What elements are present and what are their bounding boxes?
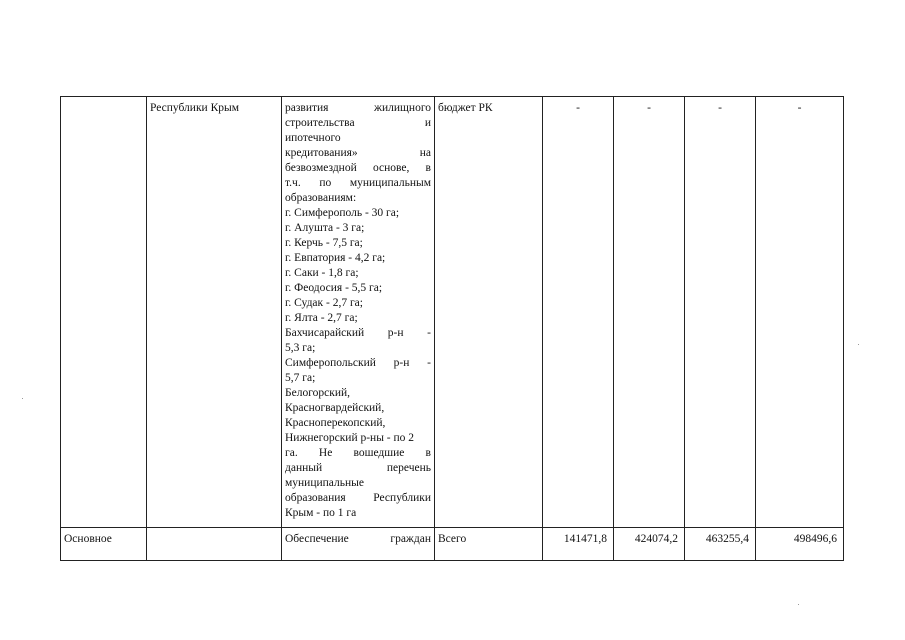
description-line: Красногвардейский, [285,402,385,414]
table-row [61,97,844,528]
description-line: образованиям: [285,192,357,204]
description-line: г. Саки - 1,8 га; [285,267,359,279]
value-cell: - [543,97,614,528]
description-line: г. Феодосия - 5,5 га; [285,282,383,294]
description-line: Нижнегорский р-ны - по 2 [285,432,415,444]
description-line: Симферопольский р-н - [285,357,431,369]
budget-table [60,96,844,561]
description-line: образования Республики [285,492,431,504]
measure-type-cell: Основное [61,528,147,561]
description-line: данный перечень [285,462,431,474]
value-cell: 463255,4 [685,528,756,561]
description-line: г. Симферополь - 30 га; [285,207,400,219]
description-line: г. Судак - 2,7 га; [285,297,363,309]
description-line: безвозмездной основе, в [285,162,431,174]
description-cell [282,528,435,561]
description-line: т.ч. по муниципальным [285,177,431,189]
value-cell: - [685,97,756,528]
table-cell-empty [147,528,282,561]
value-cell: 141471,8 [543,528,614,561]
value-cell: 424074,2 [614,528,685,561]
value-cell: - [614,97,685,528]
table-row [61,528,844,561]
description-line: Крым - по 1 га [285,507,357,519]
funding-source-cell: Всего [435,528,543,561]
scan-speck [22,398,23,399]
funding-source-cell: бюджет РК [435,97,543,528]
description-line: 5,7 га; [285,372,316,384]
table-cell-empty [61,97,147,528]
description-line: Обеспечение граждан [285,533,431,545]
description-line: Красноперекопский, [285,417,386,429]
description-line: развития жилищного [285,102,431,114]
description-text [285,101,431,521]
description-line: муниципальные [285,477,364,489]
description-line: кредитования» на [285,147,431,159]
value-cell: 498496,6 [756,528,844,561]
scan-speck [858,344,859,345]
description-line: г. Ялта - 2,7 га; [285,312,358,324]
scan-speck [798,604,799,605]
description-line: ипотечного [285,132,341,144]
description-line: га. Не вошедшие в [285,447,431,459]
description-line: 5,3 га; [285,342,316,354]
description-line: Бахчисарайский р-н - [285,327,431,339]
description-line: г. Евпатория - 4,2 га; [285,252,386,264]
region-cell: Республики Крым [147,97,282,528]
description-line: г. Керчь - 7,5 га; [285,237,363,249]
description-text [285,532,431,547]
value-cell: - [756,97,844,528]
description-line: строительства и [285,117,431,129]
description-cell [282,97,435,528]
description-line: г. Алушта - 3 га; [285,222,365,234]
description-line: Белогорский, [285,387,351,399]
